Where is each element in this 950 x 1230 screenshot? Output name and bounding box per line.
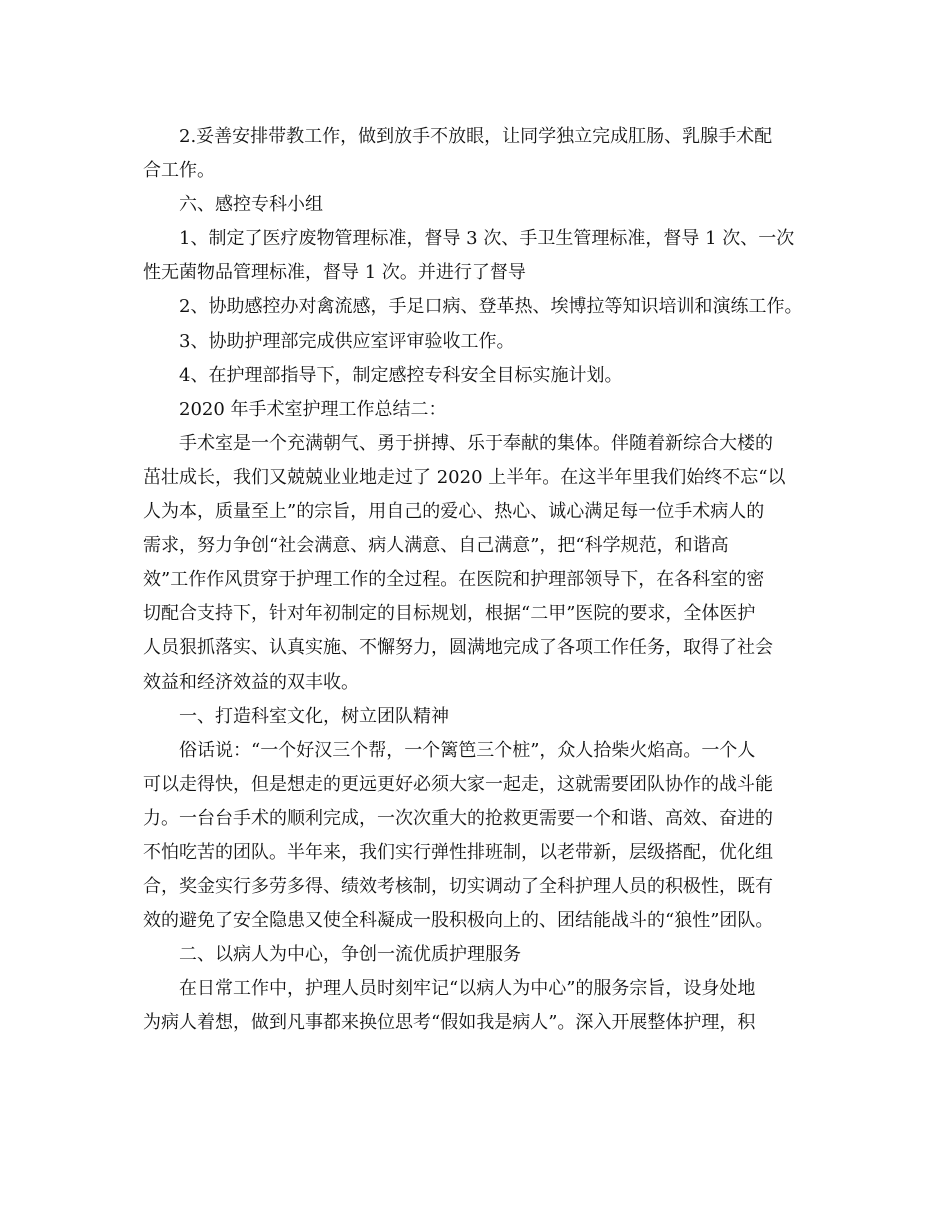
text-line: 切配合支持下，针对年初制定的目标规划，根据“二甲”医院的要求，全体医护 [143, 603, 756, 625]
text-line: 1、制定了医疗废物管理标准，督导 3 次、手卫生管理标准，督导 1 次、一次 [179, 228, 795, 250]
text-line: 可以走得快，但是想走的更远更好必须大家一起走，这就需要团队协作的战斗能 [143, 773, 773, 795]
text-line: 六、感控专科小组 [179, 194, 323, 216]
text-line: 性无菌物品管理标准，督导 1 次。并进行了督导 [143, 262, 526, 284]
document-body [143, 120, 823, 1041]
text-line: 为病人着想，做到凡事都来换位思考“假如我是病人”。深入开展整体护理，积 [143, 1012, 756, 1034]
text-line: 效”工作作风贯穿于护理工作的全过程。在医院和护理部领导下，在各科室的密 [143, 569, 765, 591]
text-line: 不怕吃苦的团队。半年来，我们实行弹性排班制，以老带新，层级搭配，优化组 [143, 841, 773, 863]
text-line: 一、打造科室文化，树立团队精神 [179, 705, 449, 727]
text-line: 效的避免了安全隐患又使全科凝成一股积极向上的、团结能战斗的“狼性”团队。 [143, 910, 774, 932]
text-line: 人为本，质量至上”的宗旨，用自己的爱心、热心、诚心满足每一位手术病人的 [143, 501, 765, 523]
text-line: 手术室是一个充满朝气、勇于拼搏、乐于奉献的集体。伴随着新综合大楼的 [179, 432, 773, 454]
text-line: 茁壮成长，我们又兢兢业业地走过了 2020 上半年。在这半年里我们始终不忘“以 [143, 466, 786, 488]
text-line: 2、协助感控办对禽流感，手足口病、登革热、埃博拉等知识培训和演练工作。 [179, 296, 803, 318]
text-line: 3、协助护理部完成供应室评审验收工作。 [179, 330, 515, 352]
text-line: 需求，努力争创“社会满意、病人满意、自己满意”，把“科学规范，和谐高 [143, 535, 729, 557]
text-line: 2.妥善安排带教工作，做到放手不放眼，让同学独立完成肛肠、乳腺手术配 [179, 126, 773, 147]
text-line: 力。一台台手术的顺利完成，一次次重大的抢救更需要一个和谐、高效、奋进的 [143, 807, 773, 829]
text-line: 人员狠抓落实、认真实施、不懈努力，圆满地完成了各项工作任务，取得了社会 [143, 637, 773, 659]
text-line: 合，奖金实行多劳多得、绩效考核制，切实调动了全科护理人员的积极性，既有 [143, 876, 773, 898]
text-line: 效益和经济效益的双丰收。 [143, 671, 359, 693]
text-line: 合工作。 [143, 160, 215, 182]
text-line: 2020 年手术室护理工作总结二： [179, 398, 447, 420]
text-line: 二、以病人为中心，争创一流优质护理服务 [179, 944, 521, 966]
text-line: 在日常工作中，护理人员时刻牢记“以病人为中心”的服务宗旨，设身处地 [179, 978, 756, 1000]
text-line: 俗话说：“一个好汉三个帮，一个篱笆三个桩”，众人拾柴火焰高。一个人 [179, 739, 756, 761]
text-line: 4、在护理部指导下，制定感控专科安全目标实施计划。 [179, 364, 623, 386]
